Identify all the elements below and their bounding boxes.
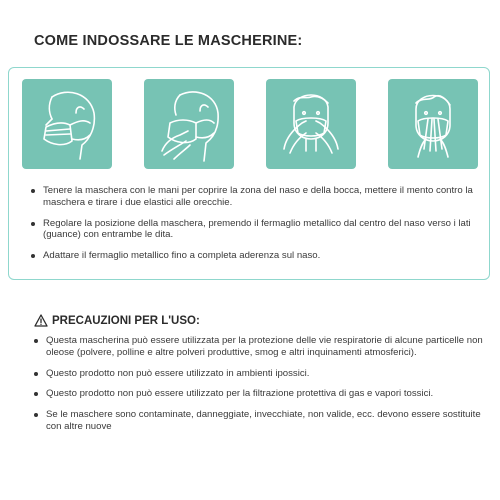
step3-illustration <box>266 79 356 169</box>
list-item: Questo prodotto non può essere utilizzato in ambienti ipossici. <box>34 368 484 380</box>
step1-illustration <box>22 79 112 169</box>
list-item: Se le maschere sono contaminate, danneggiate, invecchiate, non valide, ecc. devono essere sostituite con altre nuove <box>34 409 484 433</box>
mask-side-icon <box>22 79 112 169</box>
list-item: Questa mascherina può essere utilizzata per la protezione delle vie respiratorie di alcune particelle non oleose (polvere, polline e altre polveri produttive, smog e altri inquinamenti atmosferici). <box>34 335 484 359</box>
mask-adjust-icon <box>144 79 234 169</box>
step4-illustration <box>388 79 478 169</box>
steps-list <box>31 185 481 271</box>
warning-triangle-icon <box>34 314 48 327</box>
mask-seal-icon <box>388 79 478 169</box>
precautions-list <box>34 335 484 442</box>
nose-clip-icon <box>266 79 356 169</box>
precautions-heading <box>34 314 200 327</box>
precautions-heading-text: PRECAUZIONI PER L'USO: <box>52 314 200 327</box>
instructions-panel <box>8 67 490 280</box>
list-item: Questo prodotto non può essere utilizzato per la filtrazione protettiva di gas e vapori tossici. <box>34 388 484 400</box>
step2-illustration <box>144 79 234 169</box>
page-title: COME INDOSSARE LE MASCHERINE: <box>34 33 303 49</box>
list-item: Adattare il fermaglio metallico fino a completa aderenza sul naso. <box>31 250 481 262</box>
list-item: Regolare la posizione della maschera, premendo il fermaglio metallico dal centro del naso verso i lati (guance) con entrambe le dita. <box>31 218 481 242</box>
list-item: Tenere la maschera con le mani per coprire la zona del naso e della bocca, mettere il mento contro la maschera e tirare i due elastici alle orecchie. <box>31 185 481 209</box>
